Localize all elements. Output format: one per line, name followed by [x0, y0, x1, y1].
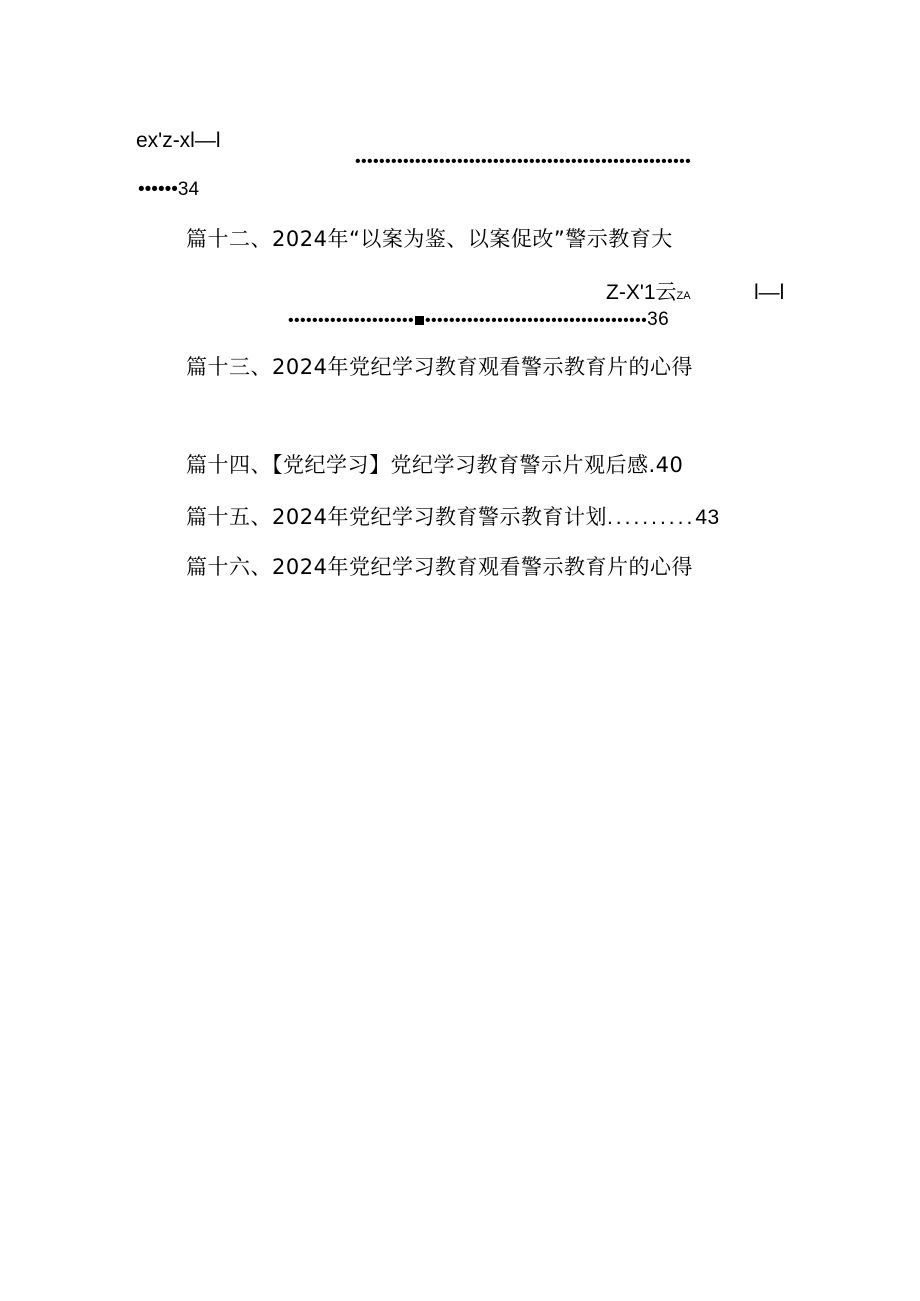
toc-entry-15-leader: ..........	[606, 506, 696, 529]
toc-entry-15-page: 43	[695, 506, 720, 529]
toc-garbled-fragment: Z-X'1云	[606, 281, 677, 304]
toc-leader-dots: ••••••••••••••••••••••••••••••••••••••••••••••••••••••••	[355, 153, 692, 170]
toc-entry-15-label: 篇十五、2024年党纪学习教育警示教育计划	[186, 505, 607, 529]
toc-entry-12-leader	[288, 310, 669, 329]
toc-entry-16-title[interactable]: 篇十六、2024年党纪学习教育观看警示教育片的心得	[186, 555, 693, 579]
toc-leader-dots-left: •••••••••••••••••••••	[288, 312, 415, 329]
toc-garbled-small: ZA	[676, 290, 691, 302]
toc-entry-13-title[interactable]: 篇十三、2024年党纪学习教育观看警示教育片的心得	[186, 355, 693, 379]
toc-entry-12-garbled-text	[606, 282, 691, 303]
square-bullet-icon	[415, 316, 424, 325]
toc-leader-dots-right: •••••••••••••••••••••••••••••••••••••	[425, 312, 648, 329]
toc-entry-15-title[interactable]	[186, 507, 720, 528]
toc-entry-14-title[interactable]: 篇十四、【党纪学习】党纪学习教育警示片观后感.40	[186, 453, 684, 477]
toc-fragment-text: ex'z-xl—l	[136, 129, 221, 152]
toc-entry-11-page: ••••••34	[138, 179, 200, 200]
toc-entry-12-page: 36	[647, 309, 670, 330]
toc-entry-12-garbled-tail: l—l	[754, 281, 785, 304]
toc-entry-12-title[interactable]: 篇十二、2024年“以案为鉴、以案促改”警示教育大	[186, 227, 673, 251]
